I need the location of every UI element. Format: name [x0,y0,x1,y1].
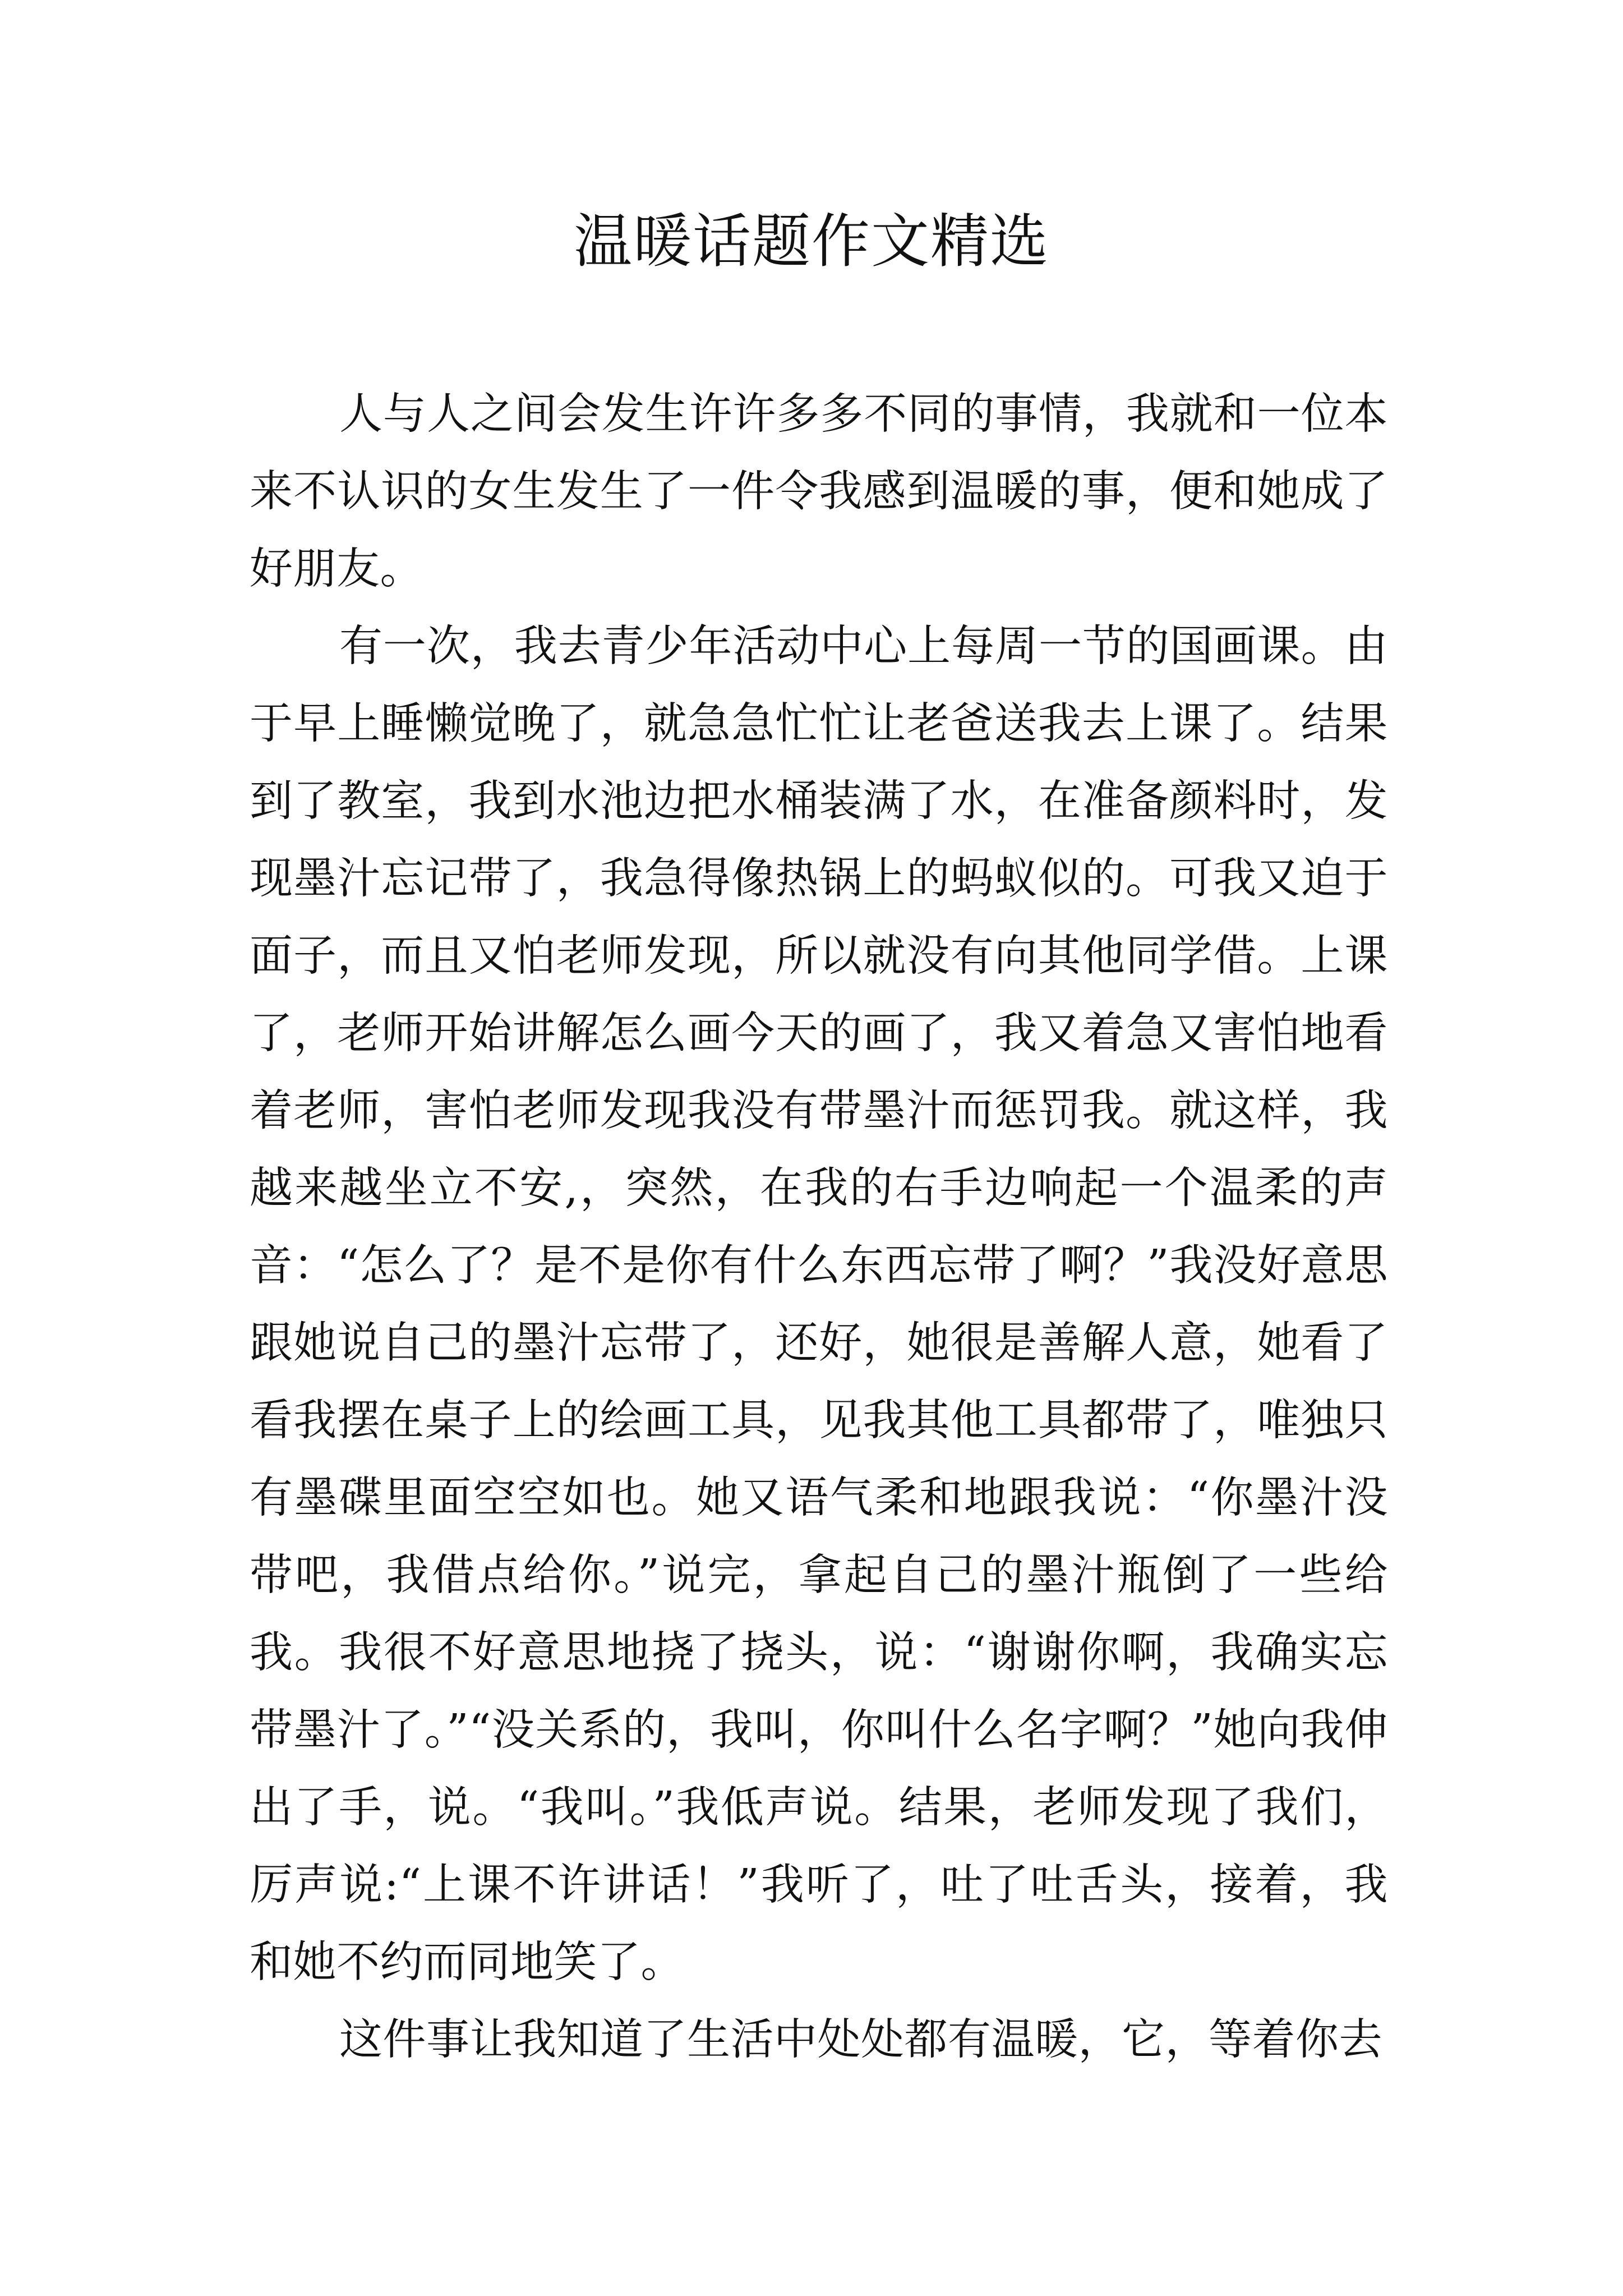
paragraph-2: 有一次，我去青少年活动中心上每周一节的国画课。由于早上睡懒觉晚了，就急急忙忙让老爸送我去上课了。结果到了教室，我到水池边把水桶装满了水，在准备颜料时，发现墨汁忘记带了，我急得像热锅上的蚂蚁似的。可我又迫于面子，而且又怕老师发现，所以就没有向其他同学借。上课了，老师开始讲解怎么画今天的画了，我又着急又害怕地看着老师，害怕老师发现我没有带墨汁而惩罚我。就这样，我越来越坐立不安,，突然，在我的右手边响起一个温柔的声音：“怎么了？是不是你有什么东西忘带了啊？”我没好意思跟她说自己的墨汁忘带了，还好，她很是善解人意，她看了看我摆在桌子上的绘画工具，见我其他工具都带了，唯独只有墨碟里面空空如也。她又语气柔和地跟我说：“你墨汁没带吧，我借点给你。”说完，拿起自己的墨汁瓶倒了一些给我。我很不好意思地挠了挠头，说：“谢谢你啊，我确实忘带墨汁了。”“没关系的，我叫，你叫什么名字啊？”她向我伸出了手，说。“我叫。”我低声说。结果，老师发现了我们，厉声说:“上课不许讲话！”我听了，吐了吐舌头，接着，我和她不约而同地笑了。 [250,622,1388,1987]
paragraph-1: 人与人之间会发生许许多多不同的事情，我就和一位本来不认识的女生发生了一件令我感到温暖的事，便和她成了好朋友。 [250,389,1388,594]
document-title: 温暖话题作文精选 [573,207,1049,275]
document-body [250,376,1388,2079]
paragraph-3: 这件事让我知道了生活中处处都有温暖，它，等着你去 [339,2015,1382,2065]
